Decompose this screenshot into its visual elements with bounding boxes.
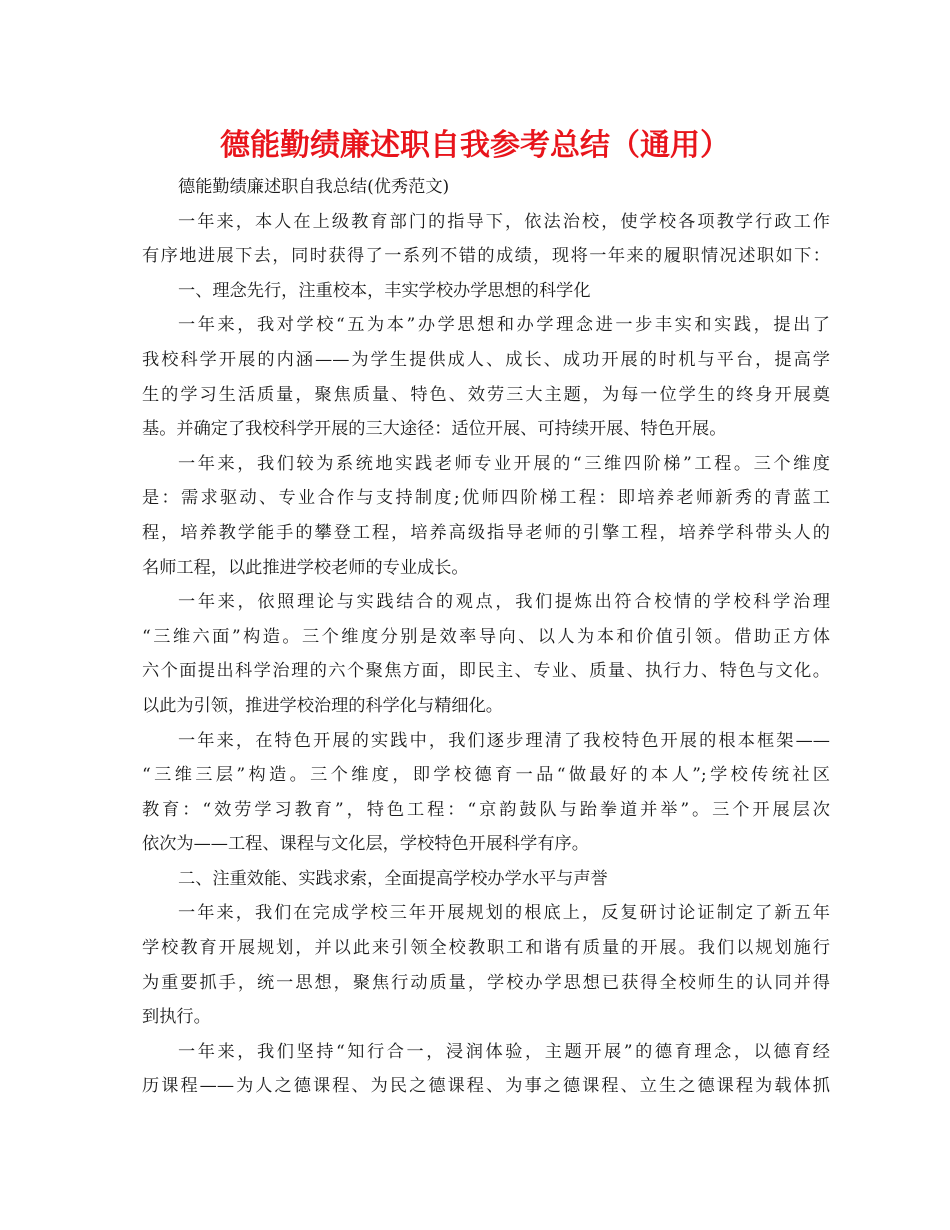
paragraph-line: 一年来，依照理论与实践结合的观点，我们提炼出符合校情的学校科学治理 xyxy=(178,592,830,613)
paragraph-line: 历课程——为人之德课程、为民之德课程、为事之德课程、立生之德课程为载体抓 xyxy=(142,1076,830,1097)
paragraph-line: 生的学习生活质量，聚焦质量、特色、效劳三大主题，为每一位学生的终身开展奠 xyxy=(142,384,830,405)
document-body xyxy=(142,170,830,1104)
paragraph-line: “三维六面”构造。三个维度分别是效率导向、以人为本和价值引领。借助正方体 xyxy=(142,626,830,647)
paragraph-line: 到执行。 xyxy=(142,1007,211,1028)
paragraph-line: 德能勤绩廉述职自我总结(优秀范文) xyxy=(178,177,450,197)
paragraph-line: 程，培养教学能手的攀登工程，培养高级指导老师的引擎工程，培养学科带头人的 xyxy=(142,522,830,543)
paragraph-line: 有序地进展下去，同时获得了一系列不错的成绩，现将一年来的履职情况述职如下： xyxy=(142,246,830,267)
paragraph-line: 我校科学开展的内涵——为学生提供成人、成长、成功开展的时机与平台，提高学 xyxy=(142,349,830,370)
paragraph-line: 六个面提出科学治理的六个聚焦方面，即民主、专业、质量、执行力、特色与文化。 xyxy=(142,661,830,682)
paragraph-line: “三维三层”构造。三个维度，即学校德育一品“做最好的本人”;学校传统社区 xyxy=(142,765,830,786)
paragraph-line: 以此为引领，推进学校治理的科学化与精细化。 xyxy=(142,695,503,716)
paragraph-line: 一年来，在特色开展的实践中，我们逐步理清了我校特色开展的根本框架—— xyxy=(178,730,830,751)
paragraph-line: 教育：“效劳学习教育”，特色工程：“京韵鼓队与跆拳道并举”。三个开展层次 xyxy=(142,799,830,820)
document-title: 德能勤绩廉述职自我参考总结（通用） xyxy=(220,128,730,163)
paragraph-line: 依次为——工程、课程与文化层，学校特色开展科学有序。 xyxy=(142,834,589,855)
paragraph-line: 一年来，我们在完成学校三年开展规划的根底上，反复研讨论证制定了新五年 xyxy=(178,903,830,924)
paragraph-line: 是：需求驱动、专业合作与支持制度;优师四阶梯工程：即培养老师新秀的青蓝工 xyxy=(142,488,830,509)
paragraph-line: 为重要抓手，统一思想，聚焦行动质量，学校办学思想已获得全校师生的认同并得 xyxy=(142,972,830,993)
paragraph-line: 一年来，我对学校“五为本”办学思想和办学理念进一步丰实和实践，提出了 xyxy=(178,315,830,336)
paragraph-line: 二、注重效能、实践求索，全面提高学校办学水平与声誉 xyxy=(178,868,608,889)
paragraph-line: 一、理念先行，注重校本，丰实学校办学思想的科学化 xyxy=(178,280,591,301)
paragraph-line: 一年来，我们坚持“知行合一，浸润体验，主题开展”的德育理念，以德育经 xyxy=(178,1041,830,1062)
paragraph-line: 基。并确定了我校科学开展的三大途径：适位开展、可持续开展、特色开展。 xyxy=(142,419,727,440)
paragraph-line: 一年来，我们较为系统地实践老师专业开展的“三维四阶梯”工程。三个维度 xyxy=(178,453,830,474)
paragraph-line: 名师工程，以此推进学校老师的专业成长。 xyxy=(142,557,469,578)
paragraph-line: 学校教育开展规划，并以此来引领全校教职工和谐有质量的开展。我们以规划施行 xyxy=(142,938,830,959)
paragraph-line: 一年来，本人在上级教育部门的指导下，依法治校，使学校各项教学行政工作 xyxy=(178,211,830,232)
